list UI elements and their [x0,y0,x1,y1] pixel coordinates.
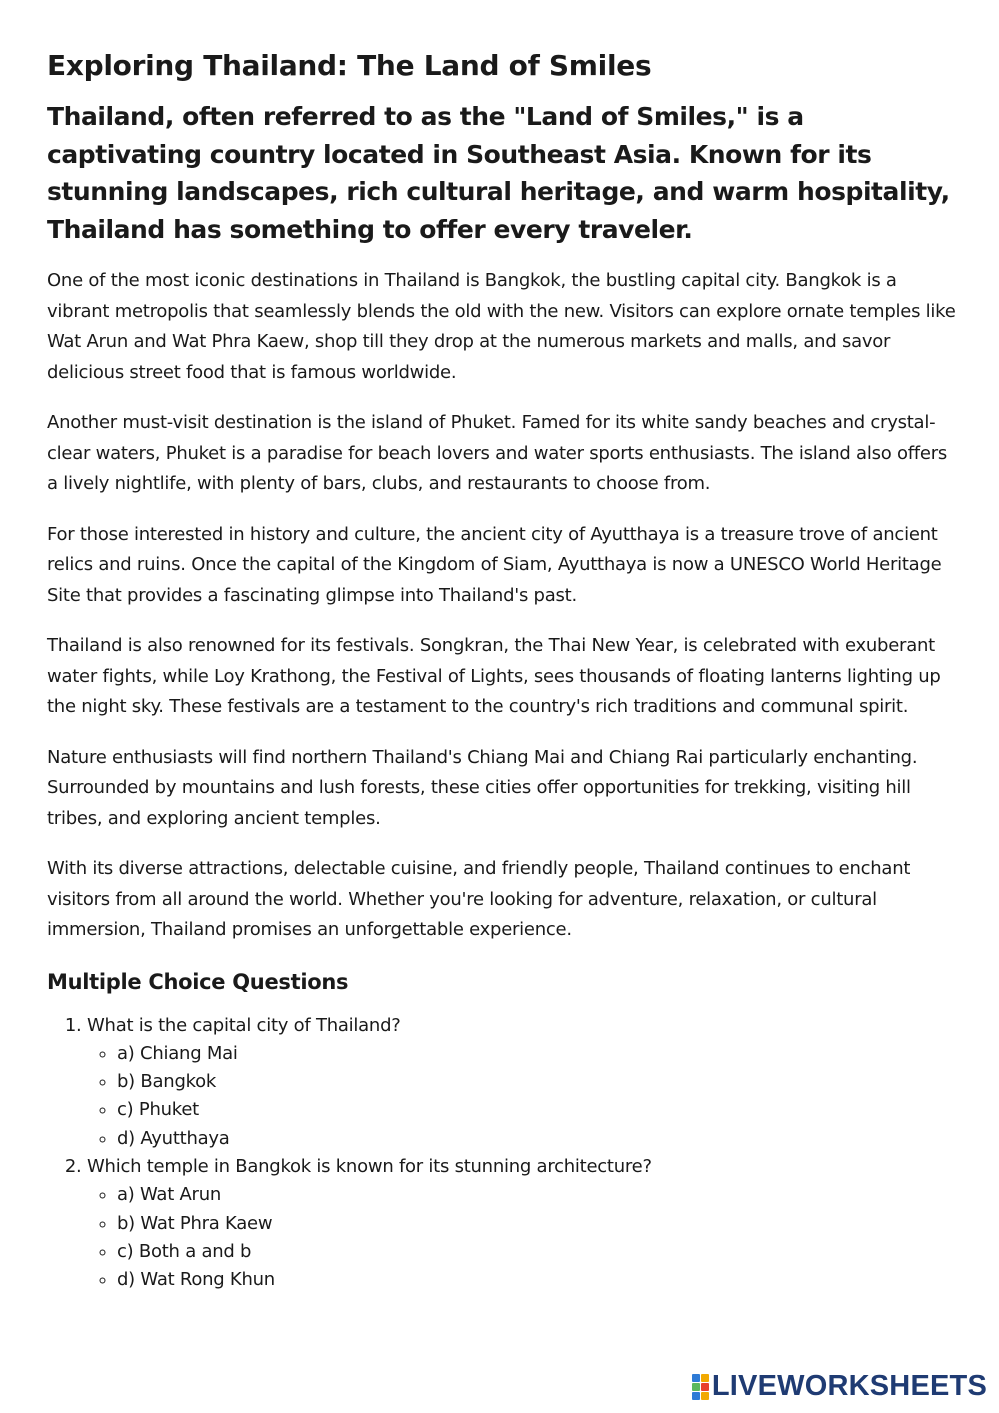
question-item [87,1012,957,1153]
answer-option: ◦ b) Wat Phra Kaew [117,1210,957,1238]
lead-paragraph: Thailand, often referred to as the "Land of Smiles," is a captivating country located in Southeast Asia. Known for its stunning landscapes, rich cultural heritage, and warm hospitality, Thailand has something to offer every traveler. [47,102,950,244]
logo-mark-square [701,1392,709,1400]
logo-text: LIVEWORKSHEETS [711,1370,987,1402]
mcq-heading: Multiple Choice Questions [47,969,349,994]
answer-option: ◦ d) Wat Rong Khun [117,1266,957,1294]
logo-mark-square [701,1374,709,1382]
body-paragraph: One of the most iconic destinations in Thailand is Bangkok, the bustling capital city. Bangkok is a vibrant metropolis that seamlessly blends the old with the new. Visitors can explore ornate temples like Wat Arun and Wat Phra Kaew, shop till they drop at the numerous markets and malls, and savor delicious street food that is famous worldwide. [47,270,956,383]
page-title: Exploring Thailand: The Land of Smiles [47,49,652,82]
logo-mark-square [692,1392,700,1400]
answer-option: ◦ a) Wat Arun [117,1181,957,1209]
answer-option: ◦ c) Both a and b [117,1238,957,1266]
logo-mark-icon [692,1374,709,1400]
question-text: Which temple in Bangkok is known for its stunning architecture? [87,1155,652,1177]
logo-mark-square [701,1383,709,1391]
body-paragraph: Nature enthusiasts will find northern Thailand's Chiang Mai and Chiang Rai particularly enchanting. Surrounded by mountains and lush forests, these cities offer opportunities for trekking, visiting hill tribes, and exploring ancient temples. [47,746,918,829]
answer-option: ◦ b) Bangkok [117,1068,957,1096]
answer-option: ◦ d) Ayutthaya [117,1125,957,1153]
answer-option: ◦ a) Chiang Mai [117,1040,957,1068]
option-list [87,1181,957,1294]
worksheet-page [47,46,957,1294]
liveworksheets-logo[interactable] [692,1370,987,1403]
answer-option: ◦ c) Phuket [117,1096,957,1124]
question-list [47,1012,957,1295]
option-list [87,1040,957,1153]
body-paragraph: Another must-visit destination is the island of Phuket. Famed for its white sandy beaches and crystal-clear waters, Phuket is a paradise for beach lovers and water sports enthusiasts. The island also offers a lively nightlife, with plenty of bars, clubs, and restaurants to choose from. [47,412,947,494]
logo-mark-square [692,1383,700,1391]
body-paragraph: For those interested in history and culture, the ancient city of Ayutthaya is a treasure trove of ancient relics and ruins. Once the capital of the Kingdom of Siam, Ayutthaya is now a UNESCO World Heritage Site that provides a fascinating glimpse into Thailand's past. [47,523,942,606]
logo-mark-square [692,1374,700,1382]
body-paragraph: Thailand is also renowned for its festivals. Songkran, the Thai New Year, is celebrated with exuberant water fights, while Loy Krathong, the Festival of Lights, sees thousands of floating lanterns lighting up the night sky. These festivals are a testament to the country's rich traditions and communal spirit. [47,635,941,717]
question-item [87,1153,957,1294]
body-paragraph: With its diverse attractions, delectable cuisine, and friendly people, Thailand continues to enchant visitors from all around the world. Whether you're looking for adventure, relaxation, or cultural immersion, Thailand promises an unforgettable experience. [47,858,911,940]
question-text: What is the capital city of Thailand? [87,1014,401,1036]
